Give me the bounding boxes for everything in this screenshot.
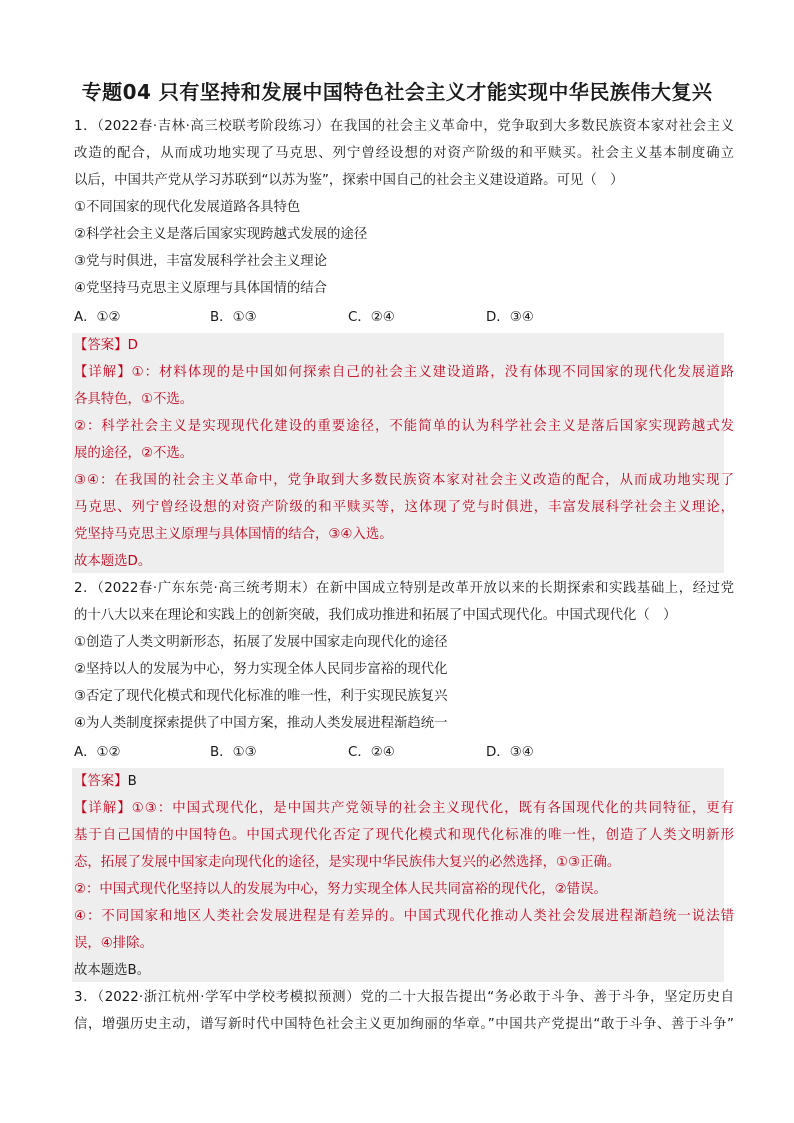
q1-detail-line: ②：科学社会主义是实现现代化建设的重要途径，不能简单的认为科学社会主义是落后国家实现跨越式发	[74, 419, 734, 434]
q1-option-a: A．①②	[74, 310, 121, 325]
q1-detail-line: 展的途径，②不选。	[74, 446, 194, 461]
q2-item: ②坚持以人的发展为中心，努力实现全体人民同步富裕的现代化	[74, 662, 448, 677]
q1-stem-line: 1．（2022春·吉林·高三校联考阶段练习）在我国的社会主义革命中，党争取到大多数民族资本家对社会主义	[74, 119, 734, 134]
q1-detail-line: 【详解】①：材料体现的是中国如何探索自己的社会主义建设道路，没有体现不同国家的现代化发展道路	[74, 365, 734, 380]
q2-detail-line: 【详解】①③：中国式现代化，是中国共产党领导的社会主义现代化，既有各国现代化的共同特征，更有	[74, 801, 735, 816]
q1-option-b: B．①③	[210, 310, 257, 325]
answer-value: B	[127, 774, 137, 789]
q2-option-b: B．①③	[210, 745, 257, 760]
q2-detail-line: 误，④排除。	[74, 936, 153, 951]
q2-conclusion: 故本题选B。	[74, 963, 151, 978]
q1-item: ④党坚持马克思主义原理与具体国情的结合	[74, 281, 328, 296]
q2-detail-line: ④：不同国家和地区人类社会发展进程是有差异的。中国式现代化推动人类社会发展进程渐趋统一说法错	[74, 909, 734, 924]
q1-detail-line: 各具特色，①不选。	[74, 392, 194, 407]
detail-tag: 【详解】	[74, 365, 132, 380]
answer-tag: 【答案】	[74, 338, 128, 353]
q2-answer	[74, 773, 734, 791]
q2-item: ③否定了现代化模式和现代化标准的唯一性，利于实现民族复兴	[74, 689, 448, 704]
q3-stem-line: 3．（2022·浙江杭州·学军中学校考模拟预测）党的二十大报告提出“务必敢于斗争、善于斗争，坚定历史自	[74, 990, 734, 1005]
q2-detail-line: 基于自己国情的中国特色。中国式现代化否定了现代化模式和现代化标准的唯一性，创造了人类文明新形	[74, 828, 734, 843]
q2-item: ④为人类制度探索提供了中国方案，推动人类发展进程渐趋统一	[74, 716, 448, 731]
q2-item: ①创造了人类文明新形态，拓展了发展中国家走向现代化的途径	[74, 635, 448, 650]
q2-stem-line: 的十八大以来在理论和实践上的创新突破，我们成功推进和拓展了中国式现代化。中国式现代化（ ）	[74, 608, 677, 623]
q1-item: ③党与时俱进，丰富发展科学社会主义理论	[74, 254, 328, 269]
q2-detail-line: 态，拓展了发展中国家走向现代化的途径，是实现中华民族伟大复兴的必然选择，①③正确。	[74, 855, 621, 870]
q2-stem-line: 2．（2022春·广东东莞·高三统考期末）在新中国成立特别是改革开放以来的长期探索和实践基础上，经过党	[74, 581, 734, 596]
answer-tag: 【答案】	[74, 774, 128, 789]
page-title: 专题04 只有坚持和发展中国特色社会主义才能实现中华民族伟大复兴	[81, 80, 713, 104]
q2-option-a: A．①②	[74, 745, 121, 760]
q2-option-d: D．③④	[486, 745, 534, 760]
q1-conclusion: 故本题选D。	[74, 554, 152, 569]
q1-option-c: C．②④	[348, 310, 395, 325]
q1-option-d: D．③④	[486, 310, 534, 325]
q1-stem-line: 改造的配合，从而成功地实现了马克思、列宁曾经设想的对资产阶级的和平赎买。社会主义基本制度确立	[74, 146, 734, 161]
q2-option-c: C．②④	[348, 745, 395, 760]
q2-detail-line: ②：中国式现代化坚持以人的发展为中心，努力实现全体人民共同富裕的现代化，②错误。	[74, 882, 607, 897]
q1-detail-line: ③④：在我国的社会主义革命中，党争取到大多数民族资本家对社会主义改造的配合，从而成功地实现了	[74, 473, 734, 488]
answer-value: D	[127, 338, 138, 353]
q1-answer	[74, 337, 734, 355]
detail-tag: 【详解】	[74, 801, 132, 816]
q1-item: ①不同国家的现代化发展道路各具特色	[74, 200, 301, 215]
q3-stem-line: 信，增强历史主动，谱写新时代中国特色社会主义更加绚丽的华章。”中国共产党提出“敢于斗争、善于斗争”	[74, 1017, 734, 1032]
q1-stem-line: 以后，中国共产党从学习苏联到“以苏为鉴”，探索中国自己的社会主义建设道路。可见（ ）	[74, 173, 624, 188]
q1-detail-line: 马克思、列宁曾经设想的对资产阶级的和平赎买等，这体现了党与时俱进，丰富发展科学社会主义理论，	[74, 500, 734, 515]
q1-item: ②科学社会主义是落后国家实现跨越式发展的途径	[74, 227, 368, 242]
q1-detail-line: 党坚持马克思主义原理与具体国情的结合，③④入选。	[74, 527, 393, 542]
